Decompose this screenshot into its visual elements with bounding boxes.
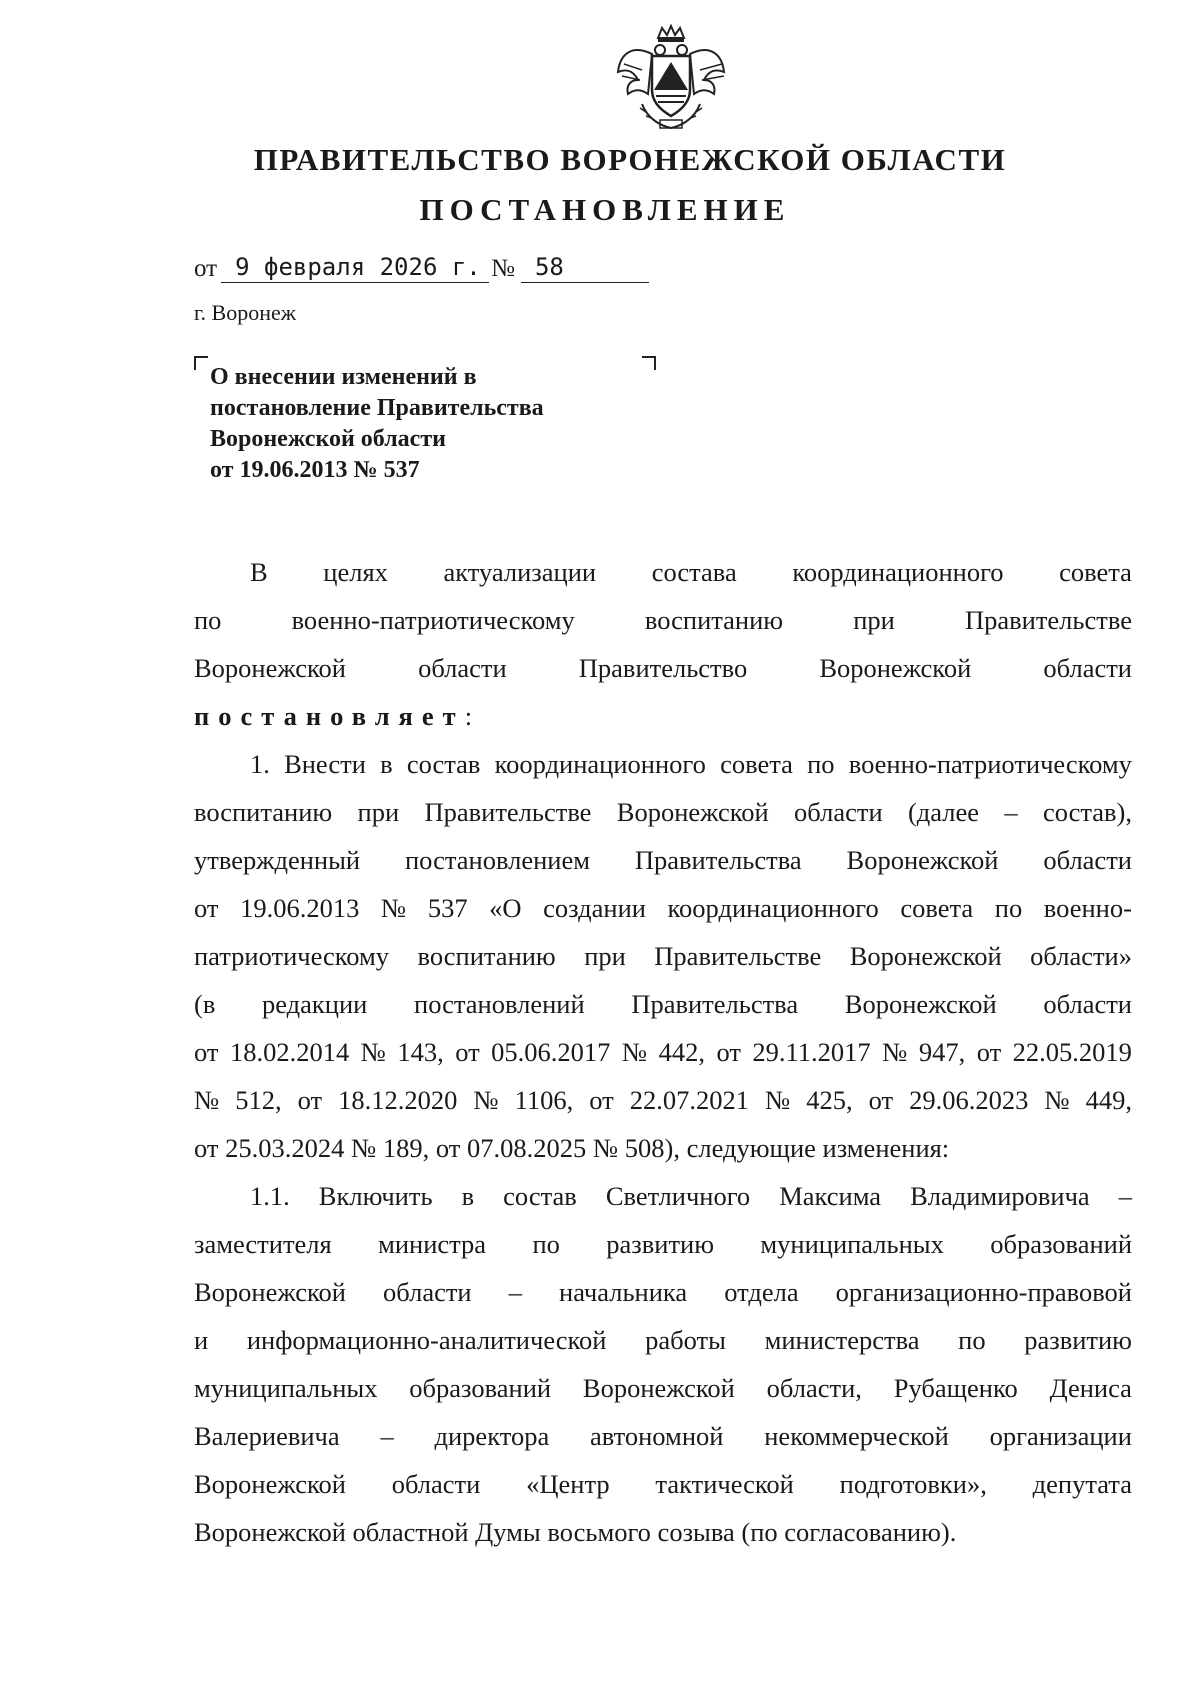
word: Воронежской <box>194 1277 346 1307</box>
word: совета <box>720 749 793 779</box>
word: Воронежской <box>194 653 346 683</box>
word: № <box>621 1037 648 1067</box>
word: 18.02.2014 <box>229 1037 350 1067</box>
preamble-line <box>194 596 1132 644</box>
word: по <box>807 749 835 779</box>
word: от <box>194 1037 219 1067</box>
word: – <box>508 1277 522 1307</box>
word: организационно-правовой <box>835 1277 1132 1307</box>
word: по <box>958 1325 986 1355</box>
word: состав <box>406 749 481 779</box>
word: – <box>380 1421 394 1451</box>
word: 22.07.2021 <box>629 1085 749 1115</box>
word: от <box>589 1085 614 1115</box>
word: Дениса <box>1049 1373 1132 1403</box>
word: области <box>418 653 507 683</box>
item-1-1-line <box>194 1316 1132 1364</box>
word: 512, <box>235 1085 282 1115</box>
word: 19.06.2013 <box>240 893 360 923</box>
word: целях <box>323 557 388 587</box>
subject-line: О внесении изменений в <box>210 364 477 390</box>
document-number: 58 <box>521 254 649 283</box>
preamble-line <box>194 548 1132 596</box>
item-1-1-line <box>194 1268 1132 1316</box>
item-1-1-line <box>194 1460 1132 1508</box>
word: № <box>194 1085 220 1115</box>
word: № <box>360 1037 386 1067</box>
word: тактической <box>655 1469 794 1499</box>
word: Валериевича <box>194 1421 340 1451</box>
word: Воронежской <box>849 941 1002 971</box>
word: образований <box>409 1373 552 1403</box>
word: при <box>357 797 400 827</box>
word: «Центр <box>526 1469 610 1499</box>
word: и <box>194 1325 209 1355</box>
word: – <box>1004 797 1018 827</box>
word: координационного <box>494 749 706 779</box>
word: постановлений <box>414 989 585 1019</box>
item-1-1-line <box>194 1412 1132 1460</box>
word: директора <box>434 1421 550 1451</box>
word: развитию <box>606 1229 714 1259</box>
word: некоммерческой <box>764 1421 949 1451</box>
word: № <box>380 893 407 923</box>
word: 1.1. <box>250 1181 290 1211</box>
word: Воронежской <box>582 1373 735 1403</box>
word: «О <box>489 893 522 923</box>
word: военно-патриотическому <box>291 605 575 635</box>
subject-bracket-right <box>642 356 656 370</box>
word: министерства <box>764 1325 920 1355</box>
word: утвержденный <box>194 845 361 875</box>
word: подготовки», <box>839 1469 987 1499</box>
word: редакции <box>262 989 368 1019</box>
word: министра <box>378 1229 487 1259</box>
word: 143, <box>397 1037 444 1067</box>
word: состава <box>651 557 737 587</box>
word: Максима <box>779 1181 882 1211</box>
word: области <box>1043 989 1132 1019</box>
word: 537 <box>427 893 468 923</box>
subject-heading <box>210 362 544 486</box>
word: патриотическому <box>194 941 390 971</box>
word: области <box>1043 653 1132 683</box>
preamble-line <box>194 644 1132 692</box>
word: начальника <box>559 1277 688 1307</box>
word: актуализации <box>443 557 597 587</box>
date-prefix-label: от <box>194 255 218 282</box>
word: постановлением <box>405 845 590 875</box>
word: от <box>194 893 219 923</box>
word: по <box>194 605 222 635</box>
word: № <box>764 1085 791 1115</box>
word: Правительстве <box>965 605 1132 635</box>
word: Правительства <box>634 845 802 875</box>
word: муниципальных <box>194 1373 378 1403</box>
word: Светличного <box>605 1181 751 1211</box>
document-type-title: ПОСТАНОВЛЕНИЕ <box>419 192 791 227</box>
word: военно- <box>1043 893 1132 923</box>
item-1-line <box>194 788 1132 836</box>
word: Включить <box>318 1181 433 1211</box>
word: координационного <box>792 557 1004 587</box>
word: муниципальных <box>760 1229 944 1259</box>
government-title: ПРАВИТЕЛЬСТВО ВОРОНЕЖСКОЙ ОБЛАСТИ <box>253 142 1007 177</box>
word: 29.11.2017 <box>752 1037 871 1067</box>
word: воспитанию <box>194 797 333 827</box>
word: 22.05.2019 <box>1012 1037 1132 1067</box>
word: (далее <box>907 797 980 827</box>
number-label: № <box>491 255 515 282</box>
word: от <box>868 1085 894 1115</box>
word: 425, <box>806 1085 853 1115</box>
word: Владимировича <box>910 1181 1090 1211</box>
word: отдела <box>724 1277 799 1307</box>
subject-bracket-left <box>194 356 208 370</box>
subject-line: Воронежской области <box>210 426 446 452</box>
city-line: г. Воронеж <box>194 300 296 325</box>
document-date: 9 февраля 2026 г. <box>221 254 489 283</box>
word: информационно-аналитической <box>246 1325 607 1355</box>
word: – <box>1118 1181 1132 1211</box>
word: депутата <box>1032 1469 1132 1499</box>
word: создании <box>543 893 646 923</box>
word: 449, <box>1085 1085 1132 1115</box>
word: автономной <box>590 1421 724 1451</box>
word: от <box>455 1037 480 1067</box>
decree-colon: : <box>464 701 473 731</box>
word: области <box>383 1277 472 1307</box>
item-1-1-line <box>194 1220 1132 1268</box>
decree-word: постановляет <box>194 701 465 731</box>
word: Воронежской <box>616 797 769 827</box>
word: Правительстве <box>654 941 822 971</box>
decree-line <box>194 692 1132 740</box>
word: воспитанию <box>417 941 556 971</box>
subject-line: постановление Правительства <box>210 395 544 421</box>
word: Воронежской <box>819 653 972 683</box>
item-1-1-line <box>194 1364 1132 1412</box>
word: 29.06.2023 <box>909 1085 1029 1115</box>
word: по <box>532 1229 560 1259</box>
word: 1106, <box>514 1085 574 1115</box>
word: Правительстве <box>424 797 592 827</box>
word: (в <box>194 989 216 1019</box>
word: В <box>250 557 268 587</box>
item-1-line <box>194 932 1132 980</box>
word: Воронежской <box>846 845 999 875</box>
word: 1. <box>250 749 270 779</box>
word: состав), <box>1042 797 1132 827</box>
word: совета <box>1059 557 1132 587</box>
item-1-line <box>194 740 1132 788</box>
word: образований <box>990 1229 1132 1259</box>
word: 18.12.2020 <box>338 1085 458 1115</box>
item-1-line <box>194 836 1132 884</box>
word: № <box>473 1085 499 1115</box>
word: Внести <box>284 749 366 779</box>
word: 05.06.2017 <box>491 1037 611 1067</box>
word: организации <box>989 1421 1132 1451</box>
item-1-line <box>194 1028 1132 1076</box>
word: по <box>994 893 1023 923</box>
word: развитию <box>1024 1325 1132 1355</box>
word: координационного <box>667 893 879 923</box>
item-1-1-line: Воронежской областной Думы восьмого созыва (по согласованию). <box>194 1517 957 1547</box>
word: военно-патриотическому <box>848 749 1132 779</box>
word: области» <box>1030 941 1132 971</box>
item-1-line <box>194 884 1132 932</box>
subject-line: от 19.06.2013 № 537 <box>210 457 420 483</box>
word: Правительство <box>578 653 748 683</box>
word: Воронежской <box>194 1469 346 1499</box>
word: области, <box>766 1373 862 1403</box>
word: от <box>716 1037 741 1067</box>
word: 442, <box>658 1037 705 1067</box>
word: области <box>391 1469 481 1499</box>
item-1-1-line <box>194 1172 1132 1220</box>
item-1-line: от 25.03.2024 № 189, от 07.08.2025 № 508), следующие изменения: <box>194 1133 950 1163</box>
word: Воронежской <box>844 989 997 1019</box>
word: от <box>297 1085 323 1115</box>
word: заместителя <box>194 1229 332 1259</box>
item-1-line <box>194 1076 1132 1124</box>
word: при <box>853 605 895 635</box>
item-1-line <box>194 980 1132 1028</box>
word: области <box>1043 845 1132 875</box>
word: воспитанию <box>644 605 784 635</box>
word: № <box>882 1037 908 1067</box>
document-body <box>194 548 1132 1556</box>
word: 947, <box>918 1037 966 1067</box>
word: работы <box>645 1325 726 1355</box>
word: № <box>1044 1085 1070 1115</box>
word: совета <box>900 893 974 923</box>
coat-of-arms-emblem <box>612 24 730 134</box>
word: в <box>380 749 393 779</box>
word: при <box>584 941 626 971</box>
word: от <box>976 1037 1002 1067</box>
dateline <box>194 254 649 283</box>
word: области <box>794 797 883 827</box>
word: в <box>461 1181 475 1211</box>
word: состав <box>503 1181 577 1211</box>
word: Правительства <box>631 989 799 1019</box>
word: Рубащенко <box>893 1373 1018 1403</box>
